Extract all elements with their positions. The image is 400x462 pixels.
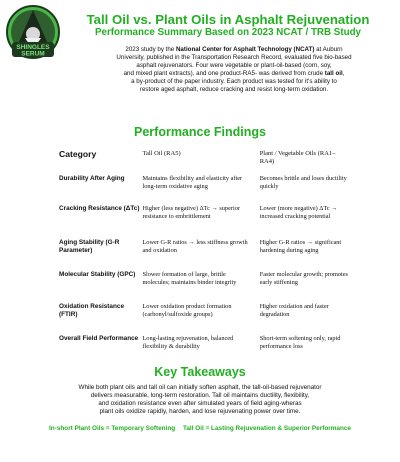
- takeaways-heading: Key Takeaways: [154, 365, 246, 379]
- column-header-category: Category: [59, 149, 97, 159]
- intro-line: University, published in the Transportation Research Record, evaluated five bio-based: [116, 54, 352, 62]
- row-plant-oils: Higher oxidation and faster degradation: [259, 303, 329, 318]
- header: [60, 12, 396, 39]
- page-subtitle: Performance Summary Based on 2023 NCAT / TRB Study: [94, 27, 362, 38]
- bottom-line-plant: In-short Plant Oils = Temporary Softening: [49, 425, 176, 432]
- takeaway-line: delivers measurable, long-term restoration. Tall oil maintains ductility, flexibility,: [90, 392, 310, 399]
- table-row: [59, 335, 349, 365]
- row-tall-oil: Maintains flexibility and elasticity after long-term oxidative aging: [142, 175, 243, 190]
- page-title: Tall Oil vs. Plant Oils in Asphalt Rejuvenation: [86, 12, 370, 27]
- findings-heading: Performance Findings: [134, 125, 266, 139]
- shingles-serum-logo: [6, 4, 60, 62]
- row-category: Molecular Stability (GPC): [59, 271, 136, 278]
- takeaway-line: While both plant oils and tall oil can initially soften asphalt, the tall-oil-based rejuvenator: [78, 384, 322, 391]
- table-row: [59, 239, 349, 271]
- row-plant-oils: Faster molecular growth; promotes early stiffening: [259, 271, 348, 286]
- row-tall-oil: Higher (less negative) ΔTc → superior resistance to embrittlement: [142, 205, 240, 220]
- intro-line: and mixed plant extracts), and one product-RA5- was derived from crude tall oil,: [123, 70, 345, 78]
- table-row: [59, 175, 349, 205]
- findings-table: [59, 150, 349, 365]
- column-header-plant-oils: Plant / Vegetable Oils (RA1–RA4): [259, 150, 336, 165]
- table-row: [59, 303, 349, 335]
- row-tall-oil: Slower formation of large, brittle molecules; maintains binder integrity: [142, 271, 237, 286]
- row-tall-oil: Long-lasting rejuvenation, balanced flexibility & durability: [142, 335, 234, 350]
- row-category: Cracking Resistance (ΔTc): [59, 205, 140, 212]
- row-category: Overall Field Performance: [59, 335, 139, 342]
- row-tall-oil: Lower oxidation product formation (carbonyl/sulfoxide groups): [142, 303, 232, 318]
- logo-text-line1: SHINGLES: [16, 44, 50, 51]
- intro-line: restore aged asphalt, reduce cracking and resist long-term oxidation.: [139, 86, 329, 94]
- logo-text-line2: SERUM: [21, 50, 45, 58]
- row-tall-oil: Lower G-R ratios → less stiffness growth and oxidation: [142, 239, 248, 254]
- row-category: Durability After Aging: [59, 175, 125, 182]
- row-plant-oils: Short-term softening only, rapid performance loss: [259, 335, 341, 350]
- row-category: Oxidation Resistance (FTIR): [59, 303, 124, 318]
- row-plant-oils: Lower (more negative) ΔTc → increased cracking potential: [259, 205, 338, 220]
- table-row: [59, 271, 349, 303]
- column-header-tall-oil: Tall Oil (RA5): [142, 150, 181, 157]
- row-plant-oils: Becomes brittle and loses ductility quickly: [259, 175, 347, 190]
- intro-line: a by-product of the paper industry. Each product was tested for it's ability to: [131, 78, 337, 86]
- takeaways-paragraph: [10, 384, 390, 416]
- takeaway-line: and oxidation resistance even after simulated years of field aging-wheras: [98, 400, 302, 407]
- row-category: Aging Stability (G-R Parameter): [59, 239, 120, 254]
- bottom-line-tall-oil: Tall Oil = Lasting Rejuvenation & Superior Performance: [182, 425, 351, 432]
- row-plant-oils: Higher G-R ratios → significant hardening during aging: [259, 239, 342, 254]
- takeaway-line: plant oils oxidize rapidly, harden, and lose rejuvenating power over time.: [99, 408, 301, 415]
- intro-line: 2023 study by the National Center for Asphalt Technology (NCAT) at Auburn: [125, 46, 343, 53]
- table-row: [59, 205, 349, 239]
- bottom-line: [0, 425, 400, 432]
- intro-paragraph: [74, 46, 394, 95]
- table-header-row: [59, 150, 349, 175]
- intro-line: asphalt rejuvenators. Four were vegetable or plant-oil-based (corn, soy,: [136, 62, 332, 70]
